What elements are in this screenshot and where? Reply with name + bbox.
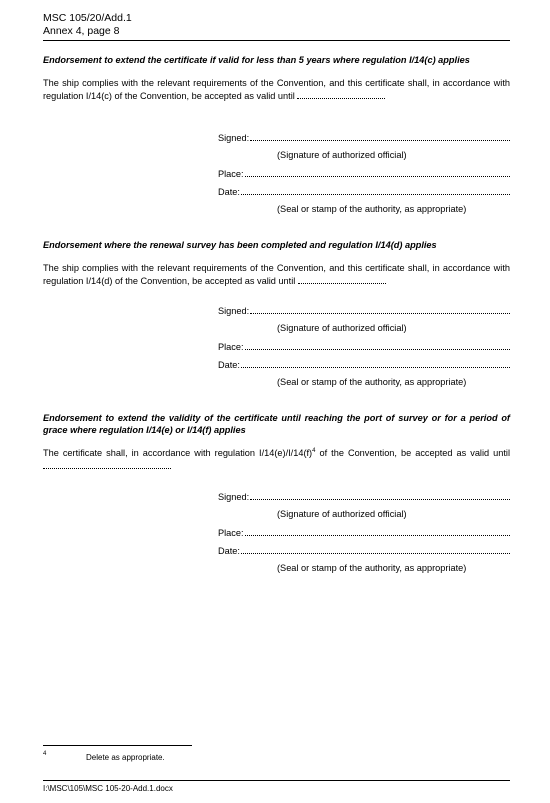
- date-label: Date:: [218, 360, 240, 370]
- date-field[interactable]: [241, 185, 510, 195]
- section-title: Endorsement to extend the validity of the certificate until reaching the port of survey or for a period of grace where regulation I/14(e) or I/14(f) applies: [43, 413, 510, 435]
- date-row: [218, 185, 510, 197]
- signed-field[interactable]: [250, 304, 510, 314]
- endorsement-section-2: [43, 239, 510, 287]
- date-label: Date:: [218, 187, 240, 197]
- place-field[interactable]: [245, 167, 510, 177]
- date-field[interactable]: [241, 544, 510, 554]
- seal-note: (Seal or stamp of the authority, as appropriate): [277, 204, 467, 214]
- seal-note: (Seal or stamp of the authority, as appropriate): [277, 563, 467, 573]
- footnote-rule: [43, 745, 192, 746]
- valid-until-field[interactable]: [298, 274, 386, 284]
- footnote-reference: 4: [312, 447, 316, 454]
- place-row: [218, 167, 510, 179]
- place-field[interactable]: [245, 526, 510, 536]
- footer-rule: [43, 780, 510, 781]
- section-body-text: The certificate shall, in accordance with regulation I/14(e)/I/14(f): [43, 448, 313, 458]
- date-row: [218, 358, 510, 370]
- signed-label: Signed:: [218, 492, 250, 502]
- section-body-text: The ship complies with the relevant requirements of the Convention, and this certificate shall, in accordance with regulation I/14(c) of the Convention, be accepted as valid until: [43, 78, 510, 101]
- place-row: [218, 526, 510, 538]
- date-row: [218, 544, 510, 556]
- date-label: Date:: [218, 546, 240, 556]
- date-field[interactable]: [241, 358, 510, 368]
- place-label: Place:: [218, 528, 244, 538]
- footnote-number: 4: [43, 751, 47, 757]
- page-header: [43, 12, 132, 38]
- place-label: Place:: [218, 342, 244, 352]
- valid-until-field[interactable]: [297, 89, 385, 99]
- footer-file-path: I:\MSC\105\MSC 105-20-Add.1.docx: [43, 784, 173, 793]
- signed-field[interactable]: [250, 131, 510, 141]
- signed-row: [218, 304, 510, 316]
- section-body-text: The ship complies with the relevant requirements of the Convention, and this certificate shall, in accordance with regulation I/14(d) of the Convention, be accepted as valid until: [43, 263, 510, 286]
- endorsement-section-3: [43, 412, 510, 472]
- section-body-text-cont: of the Convention, be accepted as valid until: [315, 448, 510, 458]
- section-body: [43, 77, 510, 102]
- signed-row: [218, 131, 510, 143]
- signed-label: Signed:: [218, 306, 250, 316]
- signature-note: (Signature of authorized official): [277, 509, 407, 519]
- section-body: [43, 262, 510, 287]
- section-title: Endorsement where the renewal survey has been completed and regulation I/14(d) applies: [43, 240, 437, 250]
- section-title: Endorsement to extend the certificate if valid for less than 5 years where regulation I/14(c) applies: [43, 55, 470, 65]
- section-body: [43, 447, 510, 472]
- signed-field[interactable]: [250, 490, 510, 500]
- signature-note: (Signature of authorized official): [277, 150, 407, 160]
- seal-note: (Seal or stamp of the authority, as appropriate): [277, 377, 467, 387]
- document-reference: MSC 105/20/Add.1: [43, 12, 132, 24]
- endorsement-section-1: [43, 54, 510, 102]
- header-rule: [43, 40, 510, 41]
- place-row: [218, 340, 510, 352]
- signed-row: [218, 490, 510, 502]
- valid-until-field[interactable]: [43, 459, 171, 469]
- footnote-text: Delete as appropriate.: [86, 753, 165, 762]
- place-label: Place:: [218, 169, 244, 179]
- signed-label: Signed:: [218, 133, 250, 143]
- place-field[interactable]: [245, 340, 510, 350]
- signature-note: (Signature of authorized official): [277, 323, 407, 333]
- annex-page-number: Annex 4, page 8: [43, 25, 120, 37]
